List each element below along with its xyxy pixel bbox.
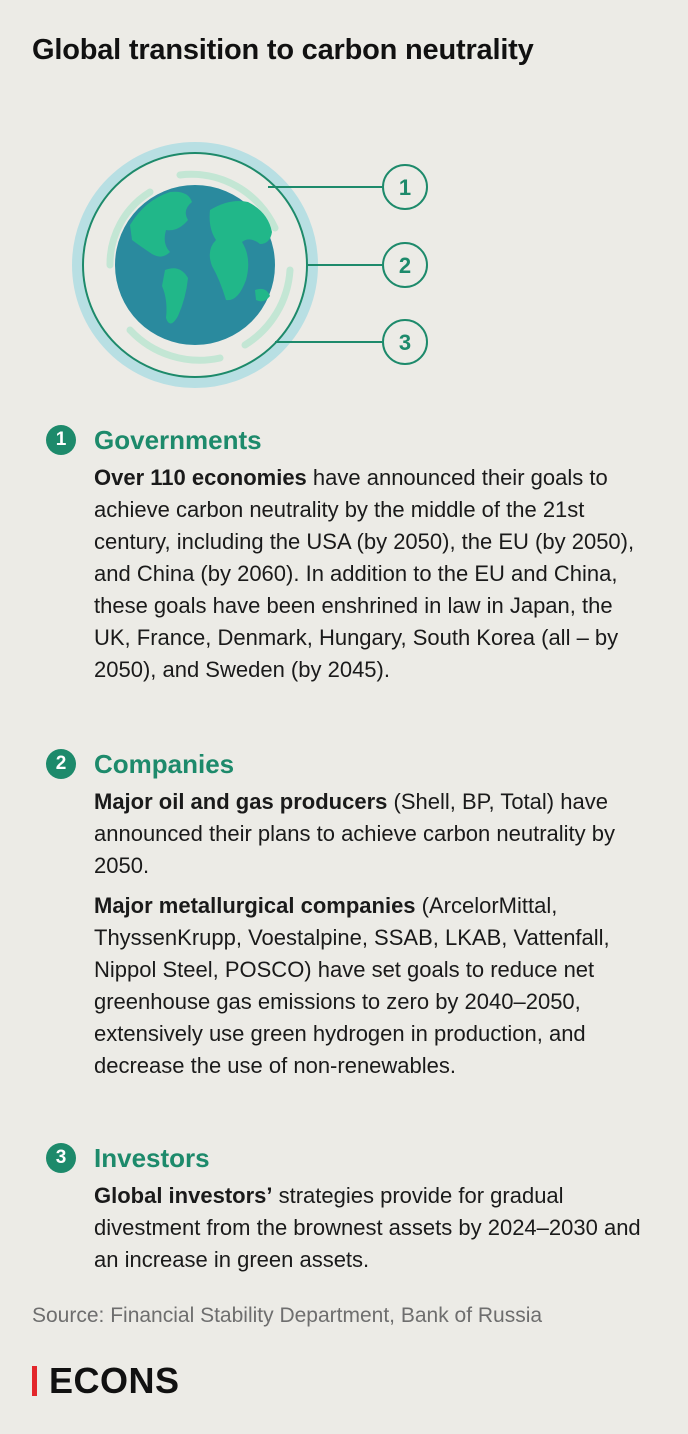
globe-icon	[115, 185, 275, 345]
page-title: Global transition to carbon neutrality	[32, 34, 534, 66]
paragraph-text: (Shell, BP, Total) have announced their plans to achieve carbon neutrality by 2050.	[94, 789, 616, 878]
marker-1	[383, 165, 427, 209]
section-number-badge: 3	[46, 1143, 76, 1173]
paragraph-text: (ArcelorMittal, ThyssenKrupp, Voestalpine, SSAB, LKAB, Vattenfall, Nippol Steel, POSCO) have set goals to reduce net greenhouse gas emissions to zero by 2040–2050, extensively use green hydrogen in production, and decrease the use of non-renewables.	[94, 893, 610, 1078]
section-number-badge: 1	[46, 425, 76, 455]
globe-illustration	[70, 140, 470, 400]
paragraph-text: strategies provide for gradual divestment from the brownest assets by 2024–2030 and an increase in green assets.	[94, 1183, 641, 1272]
paragraph-bold-lead: Major oil and gas producers	[94, 789, 388, 814]
section-investors	[46, 1142, 656, 1276]
section-paragraph	[94, 1180, 654, 1276]
brand-name: ECONS	[49, 1360, 180, 1401]
section-title: Companies	[94, 748, 235, 779]
section-number-badge: 2	[46, 749, 76, 779]
section-title: Investors	[94, 1142, 210, 1173]
marker-2	[383, 243, 427, 287]
paragraph-bold-lead: Over 110 economies	[94, 465, 307, 490]
paragraph-bold-lead: Global investors’	[94, 1183, 273, 1208]
section-paragraph	[94, 890, 654, 1082]
section-paragraph	[94, 786, 654, 882]
section-paragraph	[94, 462, 654, 686]
section-governments	[46, 424, 656, 686]
source-note: Source: Financial Stability Department, Bank of Russia	[32, 1304, 543, 1327]
section-header	[46, 1142, 656, 1174]
paragraph-text: have announced their goals to achieve carbon neutrality by the middle of the 21st century, including the USA (by 2050), the EU (by 2050), and China (by 2060). In addition to the EU and China, these goals have been enshrined in law in Japan, the UK, France, Denmark, Hungary, South Korea (all – by 2050), and Sweden (by 2045).	[94, 465, 635, 682]
brand-logo	[32, 1360, 180, 1402]
marker-3	[383, 320, 427, 364]
section-companies	[46, 748, 656, 1082]
svg-text:2: 2	[398, 253, 412, 278]
paragraph-bold-lead: Major metallurgical companies	[94, 893, 416, 918]
section-header	[46, 424, 656, 456]
section-header	[46, 748, 656, 780]
svg-text:3: 3	[398, 330, 412, 355]
svg-text:1: 1	[398, 175, 412, 200]
section-title: Governments	[94, 424, 262, 455]
brand-accent-bar	[32, 1366, 37, 1396]
